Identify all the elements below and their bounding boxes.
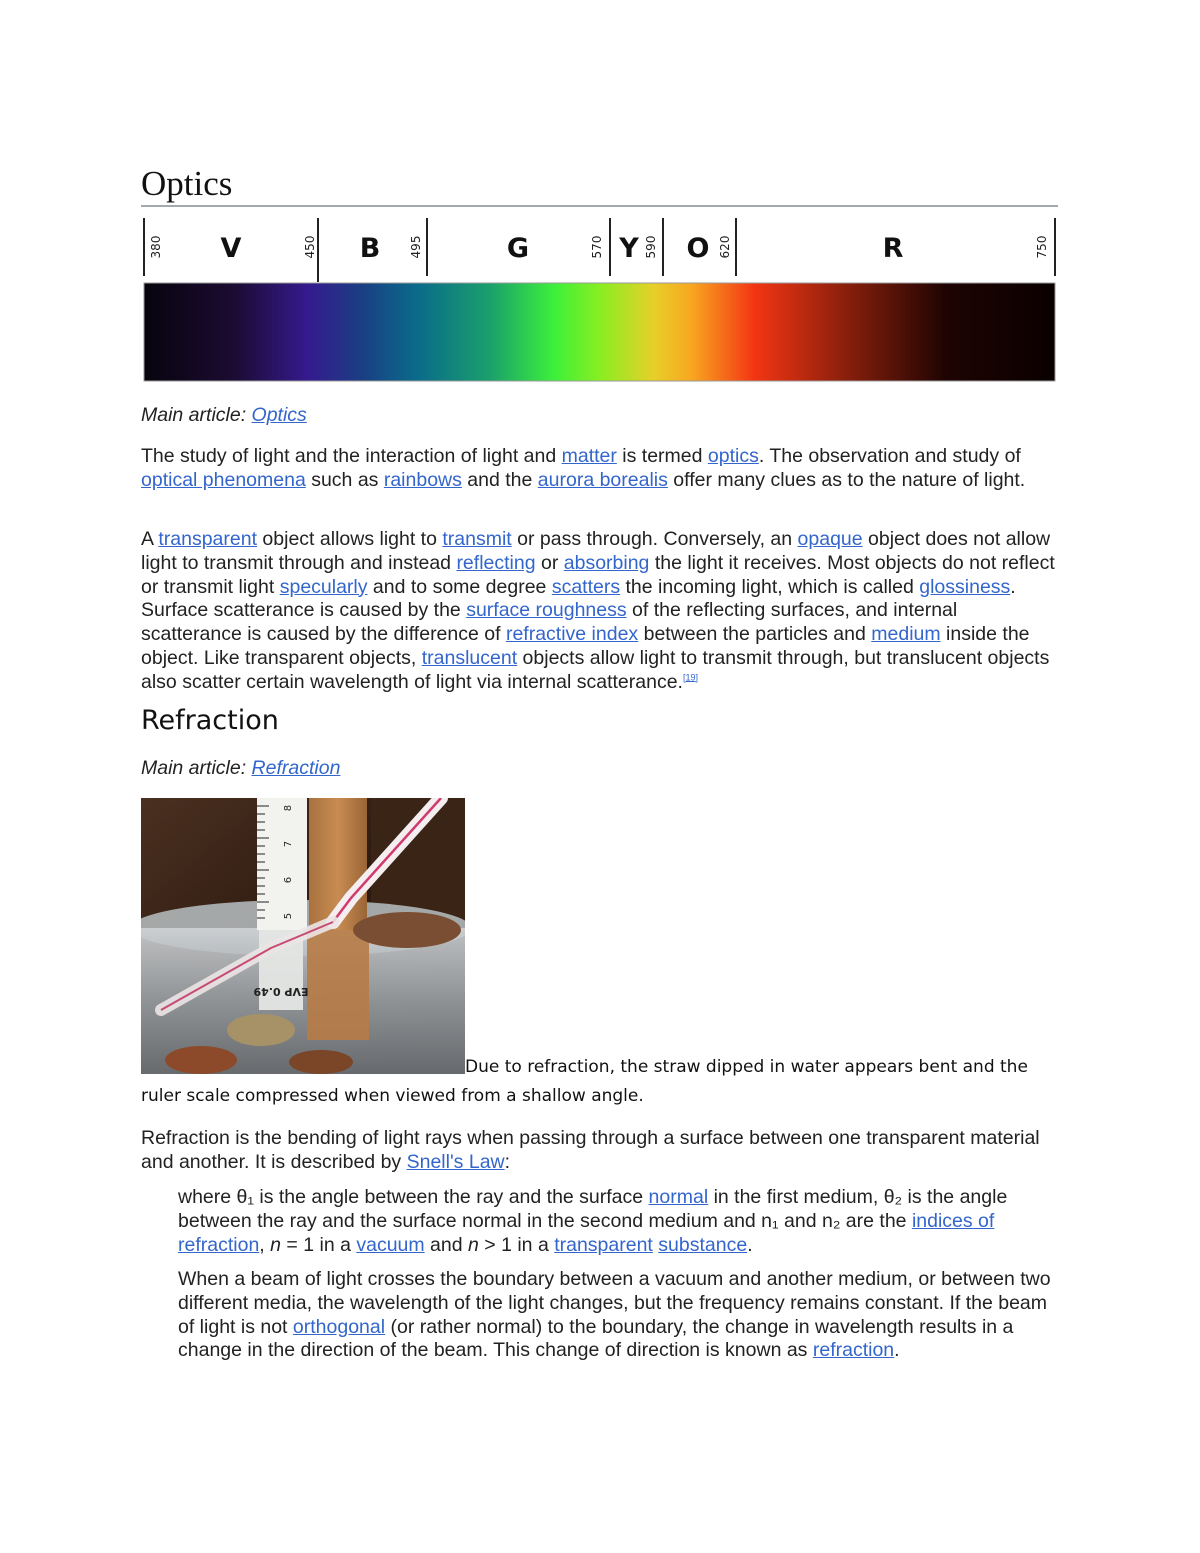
wavelength-label-380: 380 [149, 235, 163, 259]
section-heading-refraction: Refraction [141, 705, 279, 736]
color-letter-blue: B [359, 233, 381, 264]
text-run: : [504, 1150, 511, 1173]
link-vacuum[interactable]: vacuum [356, 1233, 425, 1256]
wavelength-label-570: 570 [590, 235, 604, 259]
text-run: is termed [616, 445, 708, 467]
hatnote-label: Main article: [141, 757, 252, 779]
straw-in-water-photo [141, 798, 465, 1074]
photo-ruler-number-5: 5 [283, 912, 294, 920]
photo-wooden-block-below [307, 930, 369, 1040]
hatnote-label: Main article: [141, 404, 252, 426]
photo-coin-left [165, 1046, 237, 1074]
variable-n: n [270, 1233, 281, 1256]
link-refraction[interactable]: refraction [812, 1339, 895, 1362]
link-snells-law[interactable]: Snell's Law [406, 1150, 505, 1173]
link-optical-phenomena[interactable]: optical phenomena [141, 468, 306, 491]
refraction-paragraph-2 [178, 1186, 1063, 1257]
title-divider [141, 205, 1058, 207]
link-optics[interactable]: optics [707, 445, 759, 467]
link-medium[interactable]: medium [871, 623, 941, 646]
photo-coin-middle [227, 1014, 295, 1046]
photo-coin-large [353, 912, 461, 948]
link-reflecting[interactable]: reflecting [456, 551, 536, 574]
color-letter-violet: V [220, 233, 242, 264]
link-transparent[interactable]: transparent [158, 528, 258, 550]
photo-caption-line-1: Due to refraction, the straw dipped in water appears bent and the [465, 1057, 1028, 1077]
wavelength-label-620: 620 [718, 235, 732, 259]
text-run: and to some degree [367, 575, 552, 598]
text-run: object does not allow light to transmit through and instead [141, 528, 1051, 574]
color-letter-orange: O [686, 233, 710, 264]
link-translucent[interactable]: translucent [421, 646, 518, 669]
text-run: in the first medium, θ₂ is the angle between the ray and the surface normal in the second medium and n₁ and n₂ are the [178, 1186, 1008, 1232]
refraction-paragraph-3 [178, 1268, 1063, 1363]
text-run: and the [461, 468, 538, 491]
text-run: Refraction is the bending of light rays when passing through a surface between one transparent material and another. It is described by [141, 1127, 1040, 1173]
link-rainbows[interactable]: rainbows [383, 468, 462, 491]
link-matter[interactable]: matter [561, 445, 617, 467]
link-absorbing[interactable]: absorbing [563, 551, 650, 574]
text-run: = 1 in a [281, 1233, 357, 1256]
text-run: When a beam of light crosses the boundary between a vacuum and another medium, or between two different media, the wavelength of the light changes, but the frequency remains constant. If the beam of light is not [178, 1268, 1051, 1338]
refraction-paragraph-1 [141, 1127, 1061, 1175]
wavelength-label-450: 450 [303, 235, 317, 259]
optics-paragraph-1 [141, 445, 1061, 493]
link-glossiness[interactable]: glossiness [919, 575, 1011, 598]
text-run: or pass through. Conversely, an [511, 528, 798, 550]
optics-hatnote [141, 404, 1061, 428]
link-specularly[interactable]: specularly [279, 575, 368, 598]
link-refractive-index[interactable]: refractive index [505, 623, 639, 646]
reference-marker [683, 672, 698, 682]
page-title: Optics [141, 164, 233, 203]
refraction-hatnote [141, 757, 1061, 781]
link-opaque[interactable]: opaque [797, 528, 863, 550]
text-run: . The observation and study of [758, 445, 1021, 467]
text-run: > 1 in a [478, 1233, 555, 1256]
wavelength-label-750: 750 [1035, 235, 1049, 259]
color-letter-green: G [506, 233, 530, 264]
optics-paragraph-2 [141, 528, 1061, 695]
link-transparent-2[interactable]: transparent [554, 1233, 653, 1256]
text-run: or [535, 551, 564, 574]
link-reference-19[interactable]: [19] [682, 672, 698, 683]
visible-spectrum-figure [141, 212, 1058, 387]
link-optics-article[interactable]: Optics [251, 404, 307, 426]
link-indices-of-refraction[interactable]: indices of refraction [178, 1209, 995, 1256]
link-substance[interactable]: substance [658, 1233, 748, 1256]
link-normal[interactable]: normal [648, 1186, 709, 1208]
color-letter-red: R [882, 233, 904, 264]
link-scatters[interactable]: scatters [551, 575, 621, 598]
text-run: . Surface scatterance is caused by the [141, 575, 1016, 622]
photo-coin-bottom [289, 1050, 353, 1074]
text-run: The study of light and the interaction of light and [141, 445, 562, 467]
text-run: between the particles and [638, 623, 872, 646]
text-run: the incoming light, which is called [620, 575, 920, 598]
photo-caption-line-2: ruler scale compressed when viewed from a shallow angle. [141, 1086, 644, 1106]
text-run: A [141, 528, 159, 550]
link-transmit[interactable]: transmit [442, 528, 512, 550]
wavelength-label-590: 590 [644, 235, 658, 259]
photo-ruler-label: EVP 0.49 [253, 985, 309, 998]
variable-n: n [468, 1233, 479, 1256]
text-run: such as [305, 468, 384, 491]
text-run: the light it receives. Most objects do not reflect or transmit light [141, 551, 1055, 598]
text-run: inside the object. Like transparent objects, [141, 623, 1030, 669]
link-refraction-article[interactable]: Refraction [251, 757, 341, 779]
text-run: where θ₁ is the angle between the ray and the surface [178, 1186, 649, 1208]
photo-ruler-number-7: 7 [283, 840, 294, 848]
link-aurora-borealis[interactable]: aurora borealis [537, 468, 668, 491]
text-run: . [747, 1233, 753, 1256]
text-run: objects allow light to transmit through, but translucent objects also scatter certain wavelength of light via internal scatterance. [141, 646, 1050, 693]
wavelength-label-495: 495 [409, 235, 423, 259]
text-run: object allows light to [257, 528, 443, 550]
text-run: and [424, 1233, 468, 1256]
photo-ruler-number-6: 6 [283, 876, 294, 884]
link-surface-roughness[interactable]: surface roughness [466, 599, 627, 622]
photo-ruler-number-8: 8 [283, 804, 294, 812]
text-run: (or rather normal) to the boundary, the change in wavelength results in a change in the direction of the beam. This change of direction is known as [178, 1315, 1014, 1362]
text-run: . [894, 1339, 900, 1362]
text-run: , [259, 1233, 271, 1256]
spectrum-color-bar [144, 283, 1055, 381]
text-run: of the reflecting surfaces, and internal scatterance is caused by the difference of [141, 599, 958, 646]
text-run: offer many clues as to the nature of light. [667, 468, 1026, 491]
link-orthogonal[interactable]: orthogonal [292, 1315, 386, 1338]
color-letter-yellow: Y [619, 233, 639, 264]
